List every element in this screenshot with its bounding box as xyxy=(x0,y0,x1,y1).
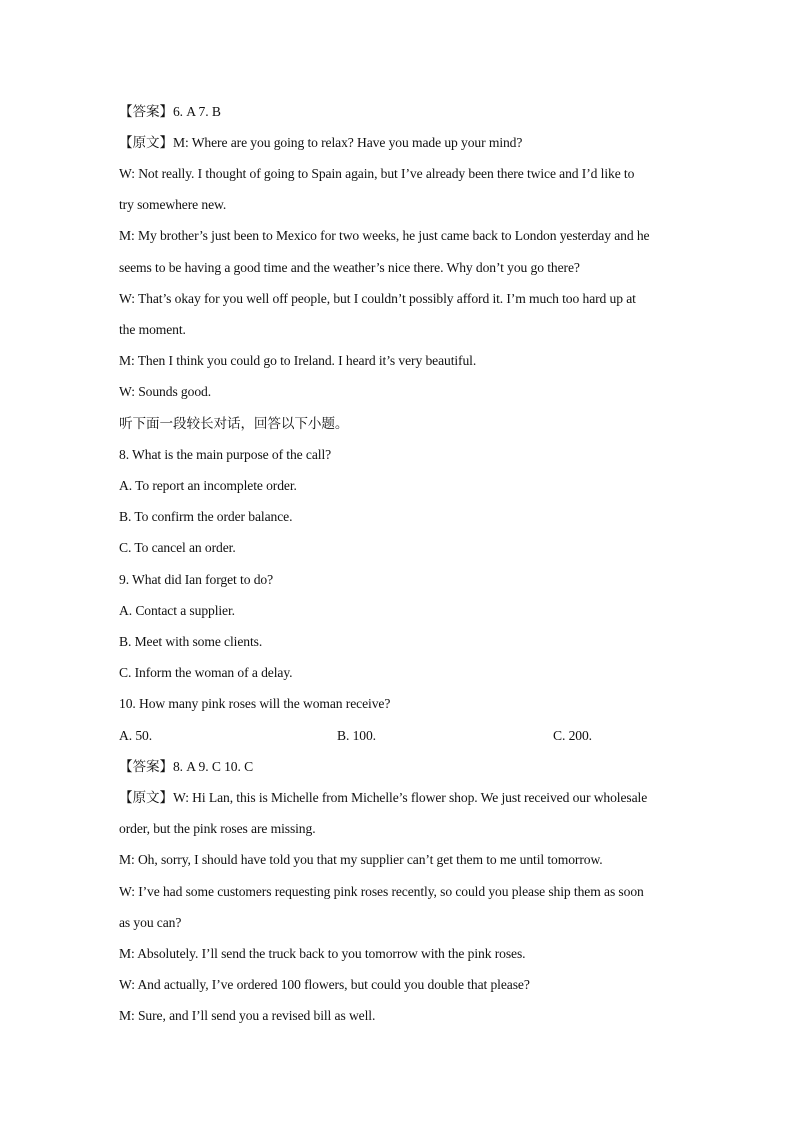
question-10-option-c: C. 200. xyxy=(553,728,592,743)
transcript-line: seems to be having a good time and the weather’s nice there. Why don’t you go there? xyxy=(119,260,580,275)
transcript-line: the moment. xyxy=(119,322,186,337)
question-10-option-b: B. 100. xyxy=(337,728,376,743)
question-8-option-c: C. To cancel an order. xyxy=(119,540,236,555)
transcript-line: as you can? xyxy=(119,915,182,930)
transcript-line: W: That’s okay for you well off people, but I couldn’t possibly afford it. I’m much too hard up at xyxy=(119,291,636,306)
transcript-line: W: I’ve had some customers requesting pink roses recently, so could you please ship them as soon xyxy=(119,884,644,899)
section-instruction: 听下面一段较长对话，回答以下小题。 xyxy=(119,416,349,431)
transcript-line: M: Absolutely. I’ll send the truck back to you tomorrow with the pink roses. xyxy=(119,946,526,961)
transcript-line: 【原文】M: Where are you going to relax? Have you made up your mind? xyxy=(119,135,523,150)
transcript-line: M: My brother’s just been to Mexico for two weeks, he just came back to London yesterday and he xyxy=(119,228,650,243)
question-9-option-c: C. Inform the woman of a delay. xyxy=(119,665,293,680)
transcript-line: W: Not really. I thought of going to Spain again, but I’ve already been there twice and I’d like to xyxy=(119,166,635,181)
question-10: 10. How many pink roses will the woman receive? xyxy=(119,696,391,711)
question-9-option-a: A. Contact a supplier. xyxy=(119,603,235,618)
question-8-option-a: A. To report an incomplete order. xyxy=(119,478,297,493)
question-9-option-b: B. Meet with some clients. xyxy=(119,634,263,649)
question-9: 9. What did Ian forget to do? xyxy=(119,572,274,587)
transcript-line: W: And actually, I’ve ordered 100 flowers, but could you double that please? xyxy=(119,977,530,992)
question-10-option-a: A. 50. xyxy=(119,728,153,743)
transcript-line: M: Oh, sorry, I should have told you that my supplier can’t get them to me until tomorrow. xyxy=(119,852,603,867)
transcript-line: order, but the pink roses are missing. xyxy=(119,821,316,836)
question-8: 8. What is the main purpose of the call? xyxy=(119,447,332,462)
transcript-line: 【原文】W: Hi Lan, this is Michelle from Michelle’s flower shop. We just received our wholesale xyxy=(119,790,648,805)
answer-line-8-10: 【答案】8. A 9. C 10. C xyxy=(119,759,254,774)
question-8-option-b: B. To confirm the order balance. xyxy=(119,509,293,524)
answer-line-6-7: 【答案】6. A 7. B xyxy=(119,104,221,119)
transcript-line: W: Sounds good. xyxy=(119,384,212,399)
transcript-line: M: Sure, and I’ll send you a revised bill as well. xyxy=(119,1008,376,1023)
transcript-line: M: Then I think you could go to Ireland. I heard it’s very beautiful. xyxy=(119,353,477,368)
transcript-line: try somewhere new. xyxy=(119,197,227,212)
